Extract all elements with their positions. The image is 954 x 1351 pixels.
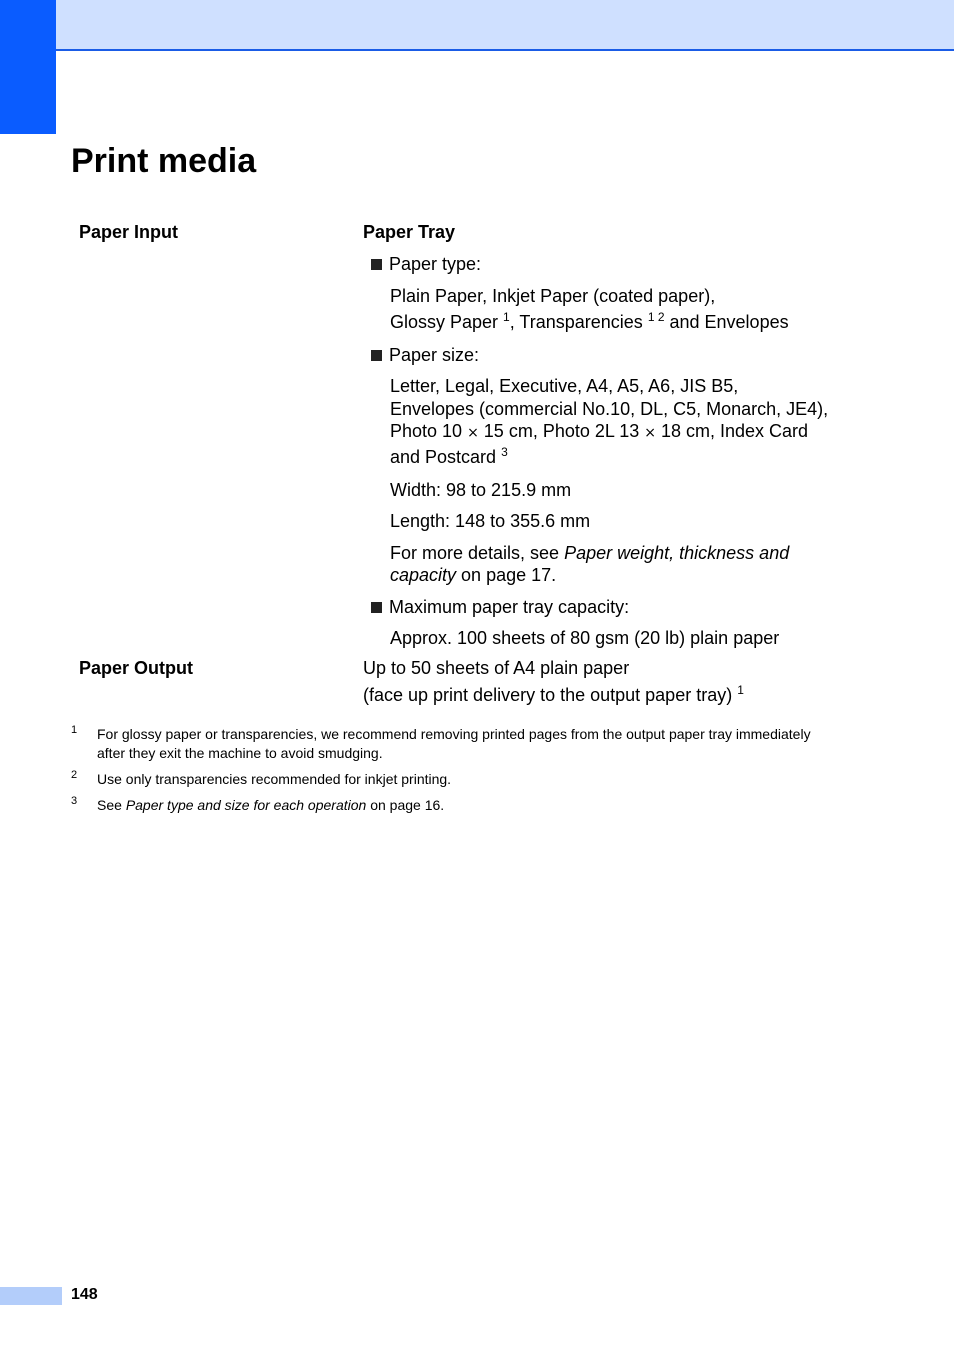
footer-band <box>0 1287 62 1305</box>
paper-type-line1: Plain Paper, Inkjet Paper (coated paper), <box>390 286 716 306</box>
cross-reference-link[interactable]: capacity <box>390 565 457 585</box>
capacity-item <box>371 596 629 618</box>
footnote-number: 1 <box>71 724 78 736</box>
square-bullet-icon <box>371 350 382 361</box>
details-line1: For more details, see Paper weight, thickness and <box>390 543 790 563</box>
paper-size-line3: Photo 10 × 15 cm, Photo 2L 13 × 18 cm, Index Card <box>390 421 809 441</box>
paper-size-label: Paper size: <box>389 345 480 365</box>
footnote-ref[interactable]: 1 <box>503 310 510 324</box>
page-title: Print media <box>71 142 257 180</box>
capacity-label: Maximum paper tray capacity: <box>389 597 630 617</box>
paper-input-label: Paper Input <box>79 222 179 242</box>
chapter-tab <box>0 0 56 134</box>
paper-type-line2: Glossy Paper $^1$, Transparencies $^{1 2}$ and Envelopes <box>390 310 789 332</box>
footnote-ref[interactable]: 1 <box>737 683 744 697</box>
details-line2: capacity on page 17. <box>390 565 557 585</box>
output-line1: Up to 50 sheets of A4 plain paper <box>363 658 630 678</box>
footnote-text: after they exit the machine to avoid smudging. <box>97 745 383 761</box>
footnote-text: See Paper type and size for each operation on page 16. <box>97 797 445 813</box>
footnote-number: 3 <box>71 795 78 807</box>
cross-reference-link[interactable]: Paper weight, thickness and <box>564 543 790 563</box>
paper-size-line4: and Postcard $^3$ <box>390 445 508 467</box>
capacity-value: Approx. 100 sheets of 80 gsm (20 lb) plain paper <box>390 628 780 648</box>
page-number: 148 <box>71 1286 98 1303</box>
paper-output-label: Paper Output <box>79 658 194 678</box>
cross-reference-link[interactable]: Paper type and size for each operation <box>125 797 367 813</box>
square-bullet-icon <box>371 259 382 270</box>
square-bullet-icon <box>371 602 382 613</box>
paper-tray-heading: Paper Tray <box>363 222 456 242</box>
output-line2: (face up print delivery to the output paper tray) $^1$ <box>363 683 744 705</box>
paper-size-line2: Envelopes (commercial No.10, DL, C5, Monarch, JE4), <box>390 399 829 419</box>
paper-size-item <box>371 344 479 366</box>
width-spec: Width: 98 to 215.9 mm <box>390 480 572 500</box>
paper-type-item <box>371 253 481 275</box>
footnote-ref[interactable]: 3 <box>501 445 508 459</box>
footnote-text: For glossy paper or transparencies, we recommend removing printed pages from the output paper tray immediately <box>97 726 811 742</box>
length-spec: Length: 148 to 355.6 mm <box>390 511 591 531</box>
footnote-ref[interactable]: 1 2 <box>647 310 665 324</box>
paper-type-label: Paper type: <box>389 254 482 274</box>
footnote-text: Use only transparencies recommended for inkjet printing. <box>97 771 452 787</box>
paper-size-line1: Letter, Legal, Executive, A4, A5, A6, JIS B5, <box>390 376 739 396</box>
footnote-number: 2 <box>71 769 78 781</box>
header-band <box>0 0 954 51</box>
